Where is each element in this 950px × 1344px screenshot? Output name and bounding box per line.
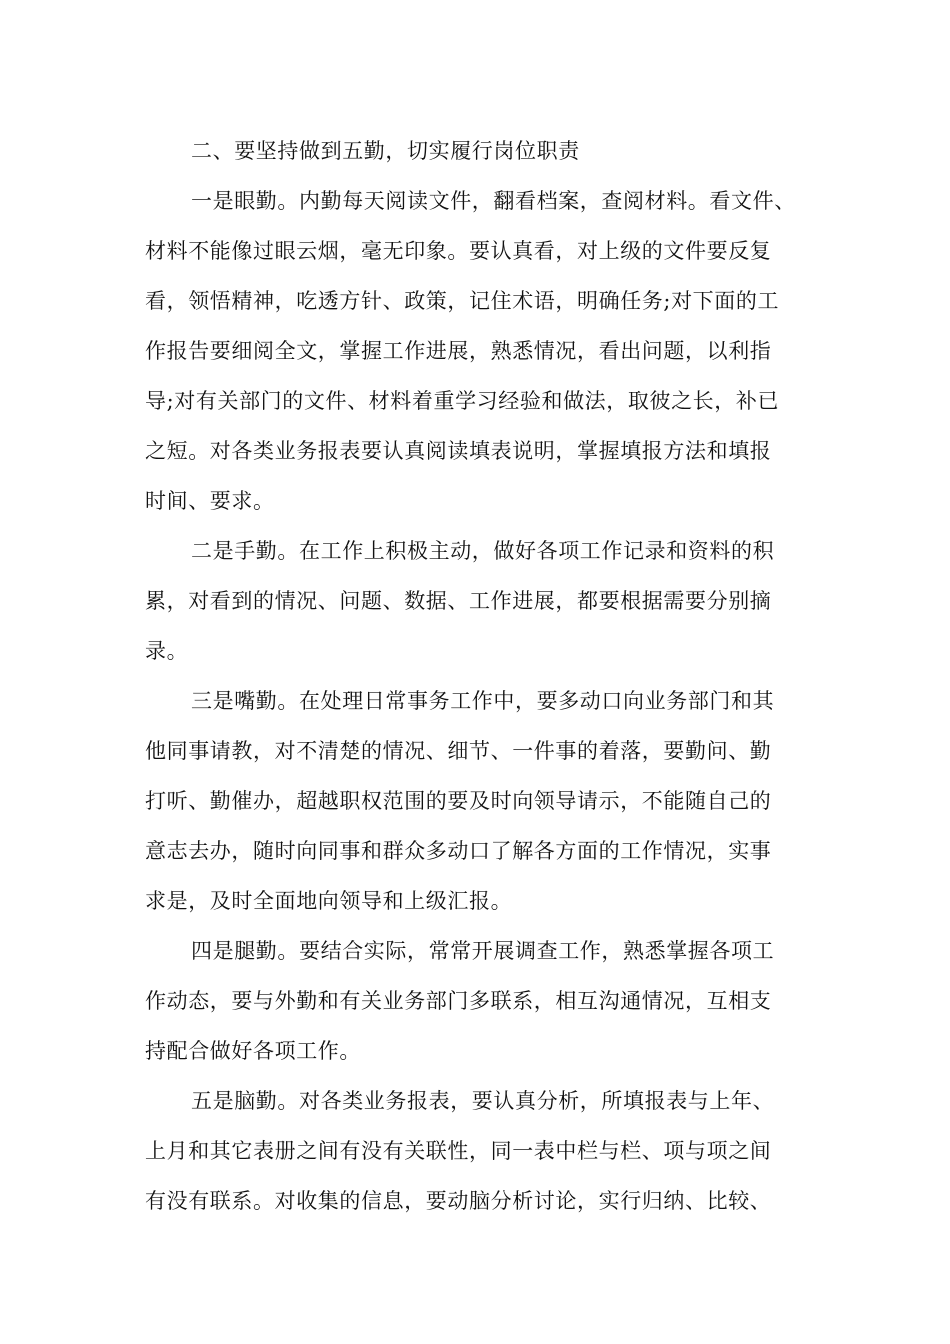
paragraph-line: 录。 — [145, 639, 189, 663]
paragraph-line: 材料不能像过眼云烟，毫无印象。要认真看，对上级的文件要反复 — [145, 239, 772, 263]
paragraph-line: 看，领悟精神，吃透方针、政策，记住术语，明确任务;对下面的工 — [145, 289, 780, 313]
paragraph-line: 作报告要细阅全文，掌握工作进展，熟悉情况，看出问题，以利指 — [145, 339, 772, 363]
paragraph-line: 时间、要求。 — [145, 489, 275, 513]
paragraph-line: 五是脑勤。对各类业务报表，要认真分析，所填报表与上年、 — [191, 1089, 775, 1113]
paragraph-line: 他同事请教，对不清楚的情况、细节、一件事的着落，要勤问、勤 — [145, 739, 772, 763]
paragraph-line: 四是腿勤。要结合实际，常常开展调查工作，熟悉掌握各项工 — [191, 939, 775, 963]
paragraph-line: 之短。对各类业务报表要认真阅读填表说明，掌握填报方法和填报 — [145, 439, 772, 463]
paragraph-line: 三是嘴勤。在处理日常事务工作中，要多动口向业务部门和其 — [191, 689, 775, 713]
paragraph-line: 导;对有关部门的文件、材料着重学习经验和做法，取彼之长，补已 — [145, 389, 780, 413]
paragraph-line: 累，对看到的情况、问题、数据、工作进展，都要根据需要分别摘 — [145, 589, 772, 613]
paragraph-line: 上月和其它表册之间有没有关联性，同一表中栏与栏、项与项之间 — [145, 1139, 772, 1163]
paragraph-line: 作动态，要与外勤和有关业务部门多联系，相互沟通情况，互相支 — [145, 989, 772, 1013]
paragraph-line: 有没有联系。对收集的信息，要动脑分析讨论，实行归纳、比较、 — [145, 1189, 772, 1213]
paragraph-line: 意志去办，随时向同事和群众多动口了解各方面的工作情况，实事 — [145, 839, 772, 863]
section-heading: 二、要坚持做到五勤，切实履行岗位职责 — [191, 139, 580, 163]
paragraph-line: 求是，及时全面地向领导和上级汇报。 — [145, 889, 513, 913]
paragraph-line: 持配合做好各项工作。 — [145, 1039, 361, 1063]
paragraph-line: 一是眼勤。内勤每天阅读文件，翻看档案，查阅材料。看文件、 — [191, 189, 796, 213]
paragraph-line: 二是手勤。在工作上积极主动，做好各项工作记录和资料的积 — [191, 539, 775, 563]
paragraph-line: 打听、勤催办，超越职权范围的要及时向领导请示，不能随自己的 — [145, 789, 772, 813]
